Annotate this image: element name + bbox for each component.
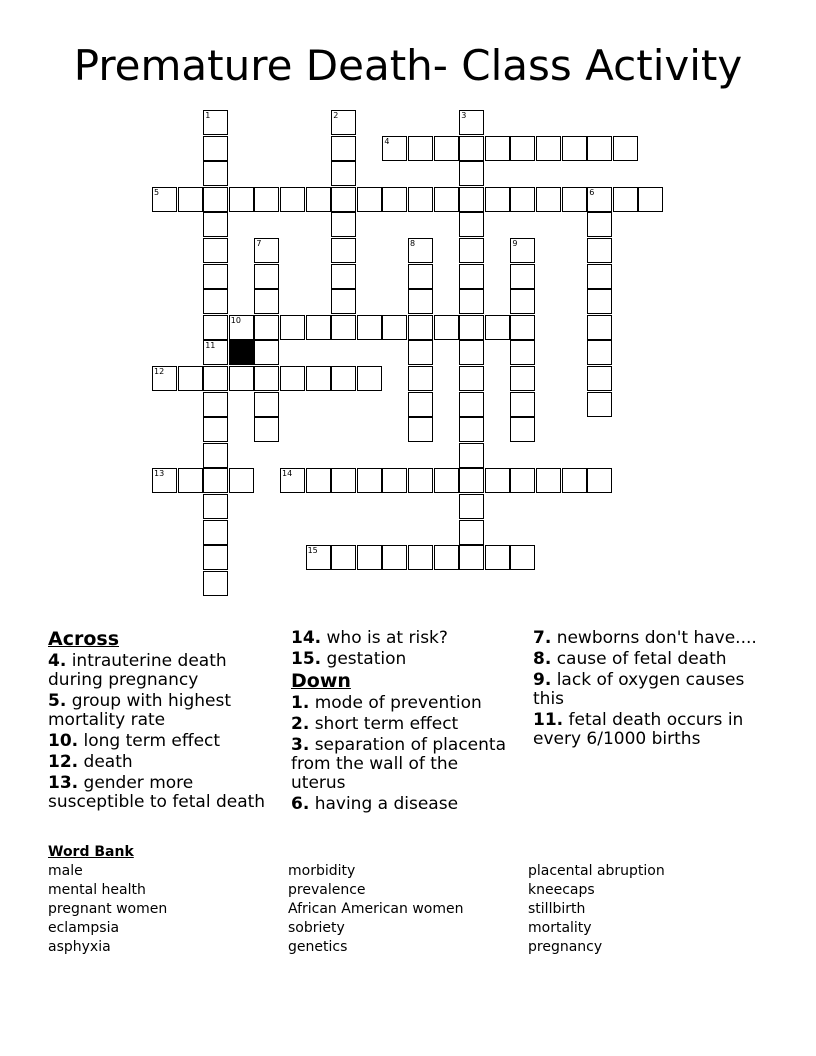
grid-cell[interactable] xyxy=(459,136,484,161)
grid-cell[interactable] xyxy=(485,545,510,570)
grid-cell[interactable] xyxy=(254,187,279,212)
word-bank-item: pregnant women xyxy=(48,901,168,917)
down-heading: Down xyxy=(291,670,351,692)
grid-cell[interactable] xyxy=(408,392,433,417)
clue-number: 8 xyxy=(410,239,416,248)
grid-cell[interactable] xyxy=(306,187,331,212)
grid-cell[interactable] xyxy=(485,187,510,212)
down-clue-1: 1. mode of prevention xyxy=(291,693,482,713)
clue-number: 10 xyxy=(230,315,241,325)
word-bank-item: prevalence xyxy=(288,882,366,898)
grid-cell[interactable] xyxy=(331,289,356,314)
word-bank-item: mental health xyxy=(48,882,146,898)
grid-cell[interactable] xyxy=(408,264,433,289)
grid-cell[interactable] xyxy=(587,212,612,237)
down-clue-3: 3. separation of placenta from the wall of the uterus xyxy=(291,735,506,793)
grid-cell[interactable] xyxy=(203,340,228,365)
grid-cell[interactable] xyxy=(510,187,535,212)
grid-cell[interactable] xyxy=(485,136,510,161)
grid-cell[interactable] xyxy=(408,417,433,442)
grid-cell[interactable] xyxy=(203,392,228,417)
word-bank-item: kneecaps xyxy=(528,882,595,898)
grid-cell[interactable] xyxy=(587,340,612,365)
grid-cell[interactable] xyxy=(203,545,228,570)
grid-cell[interactable] xyxy=(587,366,612,391)
grid-cell[interactable] xyxy=(587,136,612,161)
grid-cell[interactable] xyxy=(357,187,382,212)
grid-cell[interactable] xyxy=(203,187,228,212)
clue-number: 3 xyxy=(461,111,467,120)
grid-cell[interactable] xyxy=(254,238,279,263)
grid-cell[interactable] xyxy=(408,187,433,212)
clue-number: 12 xyxy=(154,367,165,376)
grid-cell[interactable] xyxy=(562,468,587,493)
across-clue-15: 15. gestation xyxy=(291,649,407,669)
grid-cell[interactable] xyxy=(178,366,203,391)
grid-cell[interactable] xyxy=(254,315,279,340)
grid-cell[interactable] xyxy=(510,392,535,417)
grid-cell[interactable] xyxy=(459,110,484,135)
grid-cell[interactable] xyxy=(613,136,638,161)
grid-cell[interactable] xyxy=(587,468,612,493)
grid-cell[interactable] xyxy=(587,238,612,263)
grid-cell[interactable] xyxy=(459,264,484,289)
grid-cell[interactable] xyxy=(203,468,228,493)
grid-cell[interactable] xyxy=(434,187,459,212)
grid-cell[interactable] xyxy=(331,161,356,186)
grid-cell[interactable] xyxy=(434,545,459,570)
grid-cell[interactable] xyxy=(306,366,331,391)
clue-number: 2 xyxy=(333,111,339,120)
grid-cell[interactable] xyxy=(510,315,535,340)
grid-cell[interactable] xyxy=(254,392,279,417)
grid-cell[interactable] xyxy=(459,161,484,186)
grid-cell[interactable] xyxy=(203,417,228,442)
grid-cell[interactable] xyxy=(587,289,612,314)
grid-cell[interactable] xyxy=(357,468,382,493)
grid-cell[interactable] xyxy=(331,136,356,161)
word-bank-item: asphyxia xyxy=(48,939,111,955)
grid-cell[interactable] xyxy=(254,340,279,365)
grid-cell[interactable] xyxy=(485,468,510,493)
grid-cell[interactable] xyxy=(254,366,279,391)
grid-cell[interactable] xyxy=(459,494,484,519)
grid-cell[interactable] xyxy=(306,315,331,340)
grid-cell[interactable] xyxy=(178,187,203,212)
grid-cell[interactable] xyxy=(562,187,587,212)
clue-number: 9 xyxy=(512,239,518,248)
grid-cell[interactable] xyxy=(331,545,356,570)
grid-cell[interactable] xyxy=(178,468,203,493)
word-bank-item: eclampsia xyxy=(48,920,120,936)
grid-cell[interactable] xyxy=(485,315,510,340)
page-title: Premature Death- Class Activity xyxy=(73,41,743,90)
grid-cell[interactable] xyxy=(536,187,561,212)
grid-cell[interactable] xyxy=(254,289,279,314)
clue-number: 6 xyxy=(589,187,595,197)
across-clue-14: 14. who is at risk? xyxy=(291,628,448,648)
word-bank-item: genetics xyxy=(288,939,348,955)
grid-cell[interactable] xyxy=(229,468,254,493)
grid-cell[interactable] xyxy=(459,366,484,391)
grid-cell[interactable] xyxy=(459,545,484,570)
grid-cell[interactable] xyxy=(613,187,638,212)
grid-cell[interactable] xyxy=(280,468,305,493)
grid-cell[interactable] xyxy=(306,468,331,493)
down-clue-7: 7. newborns don't have.... xyxy=(533,628,757,648)
grid-cell[interactable] xyxy=(331,468,356,493)
grid-cell[interactable] xyxy=(408,545,433,570)
grid-cell[interactable] xyxy=(382,468,407,493)
grid-cell[interactable] xyxy=(203,494,228,519)
word-bank xyxy=(48,843,788,955)
grid-cell[interactable] xyxy=(510,366,535,391)
grid-cell[interactable] xyxy=(536,468,561,493)
clue-number: 1 xyxy=(205,111,211,120)
word-bank-item: mortality xyxy=(528,920,592,936)
grid-cell[interactable] xyxy=(510,238,535,263)
across-clue-13: 13. gender more susceptible to fetal death xyxy=(48,773,266,812)
across-clue-10: 10. long term effect xyxy=(48,731,221,751)
grid-cell[interactable] xyxy=(459,417,484,442)
grid-cell[interactable] xyxy=(331,264,356,289)
grid-cell[interactable] xyxy=(510,340,535,365)
grid-cell[interactable] xyxy=(408,340,433,365)
across-heading: Across xyxy=(48,628,120,650)
grid-cell[interactable] xyxy=(510,468,535,493)
clue-number: 4 xyxy=(384,136,390,146)
clue-number: 15 xyxy=(307,546,318,556)
clues-column-3 xyxy=(533,629,773,751)
grid-cell[interactable] xyxy=(331,366,356,391)
word-bank-column-2 xyxy=(288,862,463,957)
grid-cell[interactable] xyxy=(459,468,484,493)
grid-cell[interactable] xyxy=(459,520,484,545)
grid-cell[interactable] xyxy=(587,315,612,340)
clue-number: 13 xyxy=(154,469,165,479)
grid-cell[interactable] xyxy=(203,136,228,161)
grid-cell[interactable] xyxy=(152,366,177,391)
word-bank-heading: Word Bank xyxy=(48,844,134,860)
clues-column-1 xyxy=(48,629,278,814)
grid-cell[interactable] xyxy=(459,443,484,468)
grid-cell[interactable] xyxy=(408,136,433,161)
grid-cell[interactable] xyxy=(638,187,663,212)
grid-cell[interactable] xyxy=(331,110,356,135)
across-clue-12: 12. death xyxy=(48,752,133,772)
blocked-cell xyxy=(229,340,254,365)
word-bank-item: pregnancy xyxy=(528,939,603,955)
grid-cell[interactable] xyxy=(280,187,305,212)
grid-cell[interactable] xyxy=(254,417,279,442)
word-bank-item: stillbirth xyxy=(528,901,586,917)
grid-cell[interactable] xyxy=(408,315,433,340)
grid-cell[interactable] xyxy=(229,315,254,340)
grid-cell[interactable] xyxy=(331,238,356,263)
grid-cell[interactable] xyxy=(203,315,228,340)
grid-cell[interactable] xyxy=(203,264,228,289)
word-bank-column-3 xyxy=(528,862,665,957)
word-bank-column-1 xyxy=(48,862,167,957)
grid-cell[interactable] xyxy=(331,212,356,237)
grid-cell[interactable] xyxy=(459,340,484,365)
grid-cell[interactable] xyxy=(203,238,228,263)
grid-cell[interactable] xyxy=(203,212,228,237)
clue-number: 14 xyxy=(282,469,293,479)
grid-cell[interactable] xyxy=(459,238,484,263)
down-clue-6: 6. having a disease xyxy=(291,794,459,814)
across-clue-4: 4. intrauterine death during pregnancy xyxy=(48,651,227,690)
grid-cell[interactable] xyxy=(562,136,587,161)
grid-cell[interactable] xyxy=(408,468,433,493)
clue-number: 5 xyxy=(154,187,160,197)
grid-cell[interactable] xyxy=(434,315,459,340)
grid-cell[interactable] xyxy=(459,289,484,314)
grid-cell[interactable] xyxy=(306,545,331,570)
word-bank-item: male xyxy=(48,863,83,879)
grid-cell[interactable] xyxy=(587,264,612,289)
grid-cell[interactable] xyxy=(357,315,382,340)
grid-cell[interactable] xyxy=(408,238,433,263)
grid-cell[interactable] xyxy=(459,187,484,212)
grid-cell[interactable] xyxy=(280,366,305,391)
word-bank-item: sobriety xyxy=(288,920,345,936)
grid-cell[interactable] xyxy=(254,264,279,289)
grid-cell[interactable] xyxy=(510,417,535,442)
grid-cell[interactable] xyxy=(229,187,254,212)
down-clue-8: 8. cause of fetal death xyxy=(533,649,727,669)
clue-number: 11 xyxy=(205,341,216,351)
word-bank-item: morbidity xyxy=(288,863,356,879)
grid-cell[interactable] xyxy=(357,366,382,391)
grid-cell[interactable] xyxy=(331,315,356,340)
grid-cell[interactable] xyxy=(203,520,228,545)
grid-cell[interactable] xyxy=(203,571,228,596)
grid-cell[interactable] xyxy=(459,315,484,340)
grid-cell[interactable] xyxy=(510,289,535,314)
clues-column-2 xyxy=(291,629,516,816)
grid-cell[interactable] xyxy=(203,110,228,135)
down-clue-2: 2. short term effect xyxy=(291,714,459,734)
grid-cell[interactable] xyxy=(382,136,407,161)
word-bank-item: placental abruption xyxy=(528,863,665,879)
grid-cell[interactable] xyxy=(280,315,305,340)
grid-cell[interactable] xyxy=(152,468,177,493)
grid-cell[interactable] xyxy=(203,366,228,391)
grid-cell[interactable] xyxy=(331,187,356,212)
grid-cell[interactable] xyxy=(229,366,254,391)
word-bank-item: African American women xyxy=(288,901,464,917)
down-clue-11: 11. fetal death occurs in every 6/1000 births xyxy=(533,710,744,749)
grid-cell[interactable] xyxy=(459,392,484,417)
grid-cell[interactable] xyxy=(357,545,382,570)
grid-cell[interactable] xyxy=(587,392,612,417)
grid-cell[interactable] xyxy=(536,136,561,161)
grid-cell[interactable] xyxy=(510,264,535,289)
grid-cell[interactable] xyxy=(382,187,407,212)
clue-number: 7 xyxy=(256,239,262,248)
grid-cell[interactable] xyxy=(152,187,177,212)
grid-cell[interactable] xyxy=(408,366,433,391)
grid-cell[interactable] xyxy=(382,545,407,570)
down-clue-9: 9. lack of oxygen causes this xyxy=(533,670,745,709)
grid-cell[interactable] xyxy=(434,136,459,161)
grid-cell[interactable] xyxy=(203,443,228,468)
grid-cell[interactable] xyxy=(408,289,433,314)
across-clue-5: 5. group with highest mortality rate xyxy=(48,691,231,730)
grid-cell[interactable] xyxy=(587,187,612,212)
grid-cell[interactable] xyxy=(382,315,407,340)
grid-cell[interactable] xyxy=(203,289,228,314)
grid-cell[interactable] xyxy=(510,545,535,570)
grid-cell[interactable] xyxy=(510,136,535,161)
grid-cell[interactable] xyxy=(459,212,484,237)
grid-cell[interactable] xyxy=(434,468,459,493)
grid-cell[interactable] xyxy=(203,161,228,186)
